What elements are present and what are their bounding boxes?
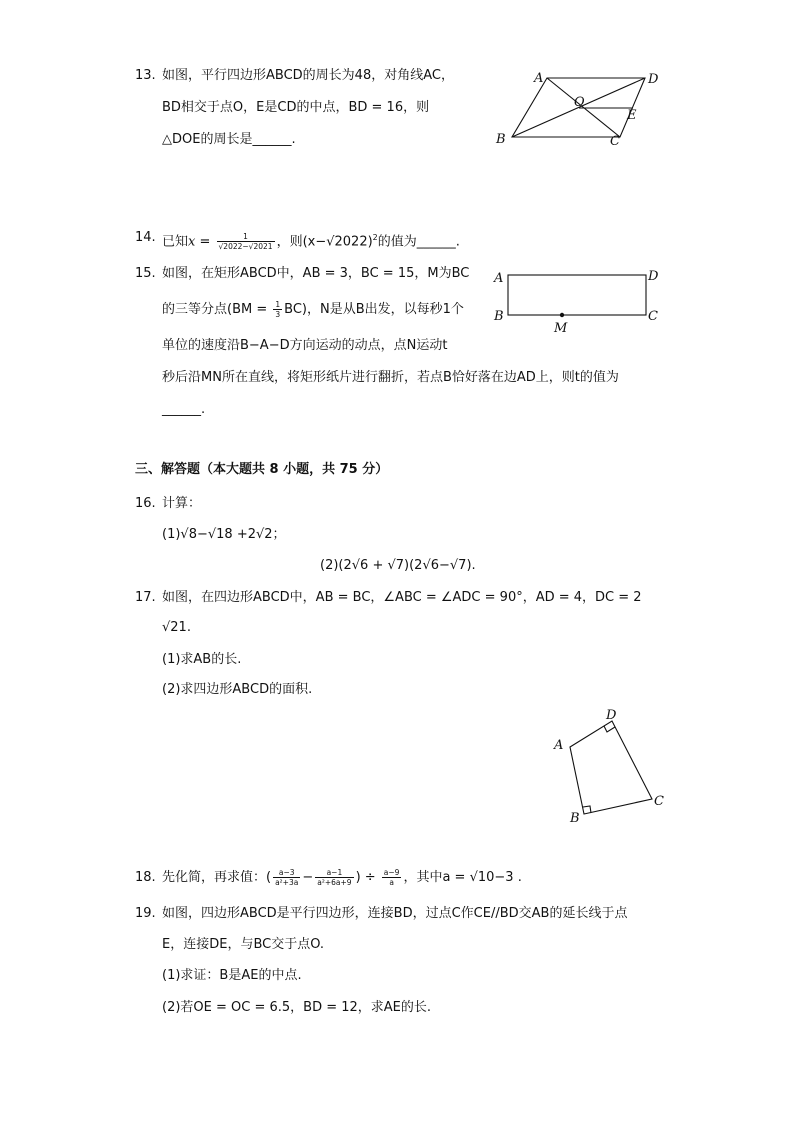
q15-frac-num: 1	[275, 300, 281, 309]
q15-line3: 单位的速度沿B−A−D方向运动的动点，点N运动t	[162, 338, 448, 353]
q13-line3: △DOE的周长是______.	[162, 132, 296, 147]
q13-label-A: A	[534, 71, 544, 86]
q18-frac2-num: a−1	[315, 868, 353, 878]
q18-number: 18.	[135, 870, 156, 885]
section3-heading: 三、解答题（本大题共 8 小题，共 75 分）	[135, 462, 389, 477]
q14-frac-num: 1	[217, 232, 275, 242]
q18-pre: 先化简，再求值：(	[162, 870, 272, 885]
q17-part1: (1)求AB的长.	[162, 652, 242, 667]
q18-frac1-num: a−3	[273, 868, 300, 878]
q15-line2	[162, 300, 464, 320]
q17-label-C: C	[654, 794, 664, 809]
q17-number: 17.	[135, 590, 156, 605]
q18-frac3-num: a−9	[383, 868, 400, 877]
q15-label-B: B	[494, 309, 504, 324]
q18-frac3	[382, 868, 402, 887]
q19-line2: E，连接DE，与BC交于点O.	[162, 937, 325, 952]
q17-quadrilateral-figure	[548, 702, 678, 827]
q13-number: 13.	[135, 68, 156, 83]
q19-line1: 如图，四边形ABCD是平行四边形，连接BD，过点C作CE//BD交AB的延长线于点	[162, 906, 628, 921]
q14-pre: 已知	[162, 234, 189, 250]
q18-div: ) ÷	[355, 870, 380, 885]
q17-label-D: D	[606, 708, 617, 723]
q18-frac2-den: a²+6a+9	[317, 878, 352, 887]
q18-minus: −	[302, 870, 314, 885]
q14-mid: ，则(x−√2022)	[276, 234, 373, 250]
q14-x: x	[188, 234, 196, 250]
q18-line	[162, 868, 522, 888]
q15-number: 15.	[135, 266, 156, 281]
q15-line1: 如图，在矩形ABCD中，AB = 3，BC = 15，M为BC	[162, 266, 470, 281]
q16-part1: (1)√8−√18 +2√2；	[162, 527, 286, 542]
q16-number: 16.	[135, 496, 156, 511]
q14-frac-den: √2022−√2021	[218, 242, 273, 252]
q18-frac1	[273, 868, 300, 887]
q19-number: 19.	[135, 906, 156, 921]
q17-line1: 如图，在四边形ABCD中，AB = BC，∠ABC = ∠ADC = 90°，AD = 4，DC = 2	[162, 590, 642, 605]
q15-line2-a: 的三等分点(BM =	[162, 302, 272, 317]
q17-part2: (2)求四边形ABCD的面积.	[162, 682, 313, 697]
q19-part1: (1)求证：B是AE的中点.	[162, 968, 302, 983]
q15-line4: 秒后沿MN所在直线，将矩形纸片进行翻折，若点B恰好落在边AD上，则t的值为	[162, 370, 619, 385]
q18-frac3-den: a	[389, 878, 394, 887]
q14-line	[162, 228, 460, 252]
q13-label-B: B	[496, 132, 506, 147]
q13-label-E: E	[627, 108, 637, 123]
q15-label-D: D	[648, 269, 659, 284]
q14-sup: 2	[372, 233, 378, 242]
q14-number: 14.	[135, 230, 156, 245]
q13-line2: BD相交于点O，E是CD的中点，BD = 16，则	[162, 100, 430, 115]
q15-line5: ______.	[162, 402, 206, 417]
q15-label-A: A	[494, 271, 504, 286]
q13-label-D: D	[648, 72, 659, 87]
q15-label-M: M	[554, 321, 568, 336]
q14-fraction	[217, 232, 275, 251]
q19-part2: (2)若OE = OC = 6.5，BD = 12，求AE的长.	[162, 1000, 432, 1015]
q18-frac1-den: a²+3a	[275, 878, 299, 887]
q17-label-A: A	[554, 738, 564, 753]
q13-label-O: O	[574, 95, 585, 110]
q18-post: ，其中a = √10−3 .	[403, 870, 522, 885]
q17-line2: √21.	[162, 620, 191, 635]
q17-label-B: B	[570, 811, 580, 826]
q16-part2: (2)(2√6 + √7)(2√6−√7).	[320, 558, 476, 573]
q13-line1: 如图，平行四边形ABCD的周长为48，对角线AC，	[162, 68, 454, 83]
q13-parallelogram-figure	[490, 64, 670, 154]
q15-fraction	[273, 300, 282, 319]
q14-post: 的值为______.	[377, 234, 460, 250]
q18-frac2	[315, 868, 353, 887]
q13-label-C: C	[610, 134, 620, 149]
q15-frac-den: 3	[275, 310, 281, 319]
q14-eq: =	[195, 234, 215, 250]
q15-label-C: C	[648, 309, 658, 324]
q15-rectangle-figure	[488, 262, 668, 337]
q15-line2-b: BC)，N是从B出发，以每秒1个	[284, 302, 464, 317]
q16-title: 计算：	[162, 496, 202, 511]
